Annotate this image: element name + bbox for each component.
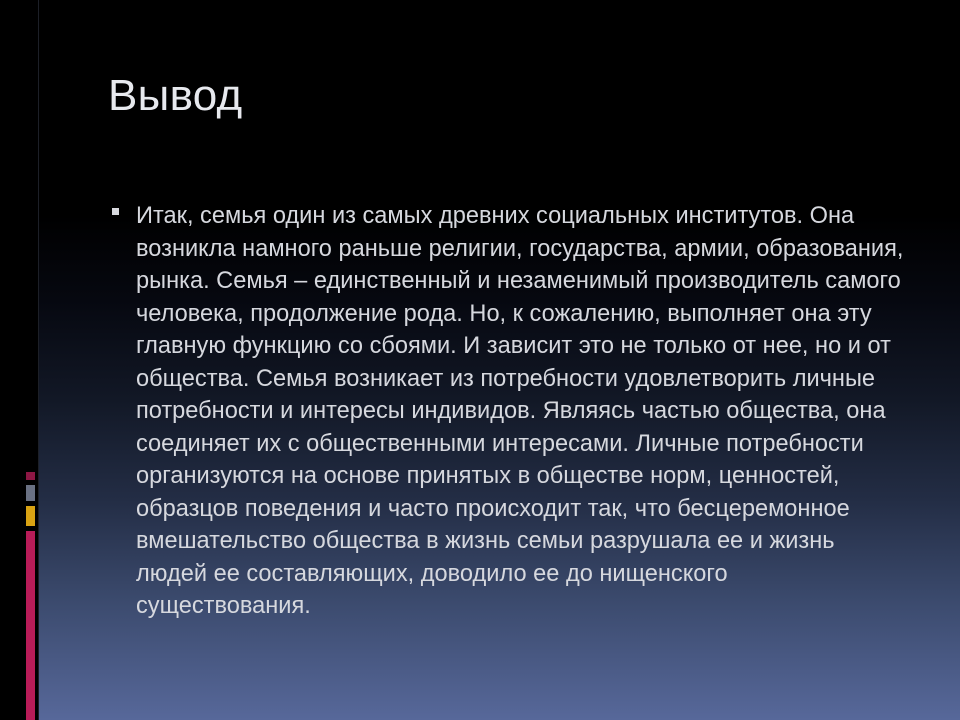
slide-title: Вывод [108, 71, 243, 120]
accent-block-gray [26, 485, 35, 501]
accent-block-maroon [26, 472, 35, 480]
slide-content [108, 200, 908, 623]
bullet-text: Итак, семья один из самых древних социальных институтов. Она возникла намного раньше религии, государства, армии, образования, рынка. Семья – единственный и незаменимый производитель самого человека, продолжение рода. Но, к сожалению, выполняет она эту главную функцию со сбоями. И зависит это не только от нее, но и от общества. Семья возникает из потребности удовлетворить личные потребности и интересы индивидов. Являясь частью общества, она соединяет их с общественными интересами. Личные потребности организуются на основе принятых в обществе норм, ценностей, образцов поведения и часто происходит так, что бесцеремонное вмешательство общества в жизнь семьи разрушала ее и жизнь людей ее составляющих, доводило ее до нищенского существования. [136, 203, 904, 619]
accent-block-magenta [26, 531, 35, 720]
square-bullet-icon [112, 208, 119, 215]
bullet-item [108, 200, 908, 623]
accent-block-gold [26, 506, 35, 526]
band-divider [38, 0, 39, 720]
